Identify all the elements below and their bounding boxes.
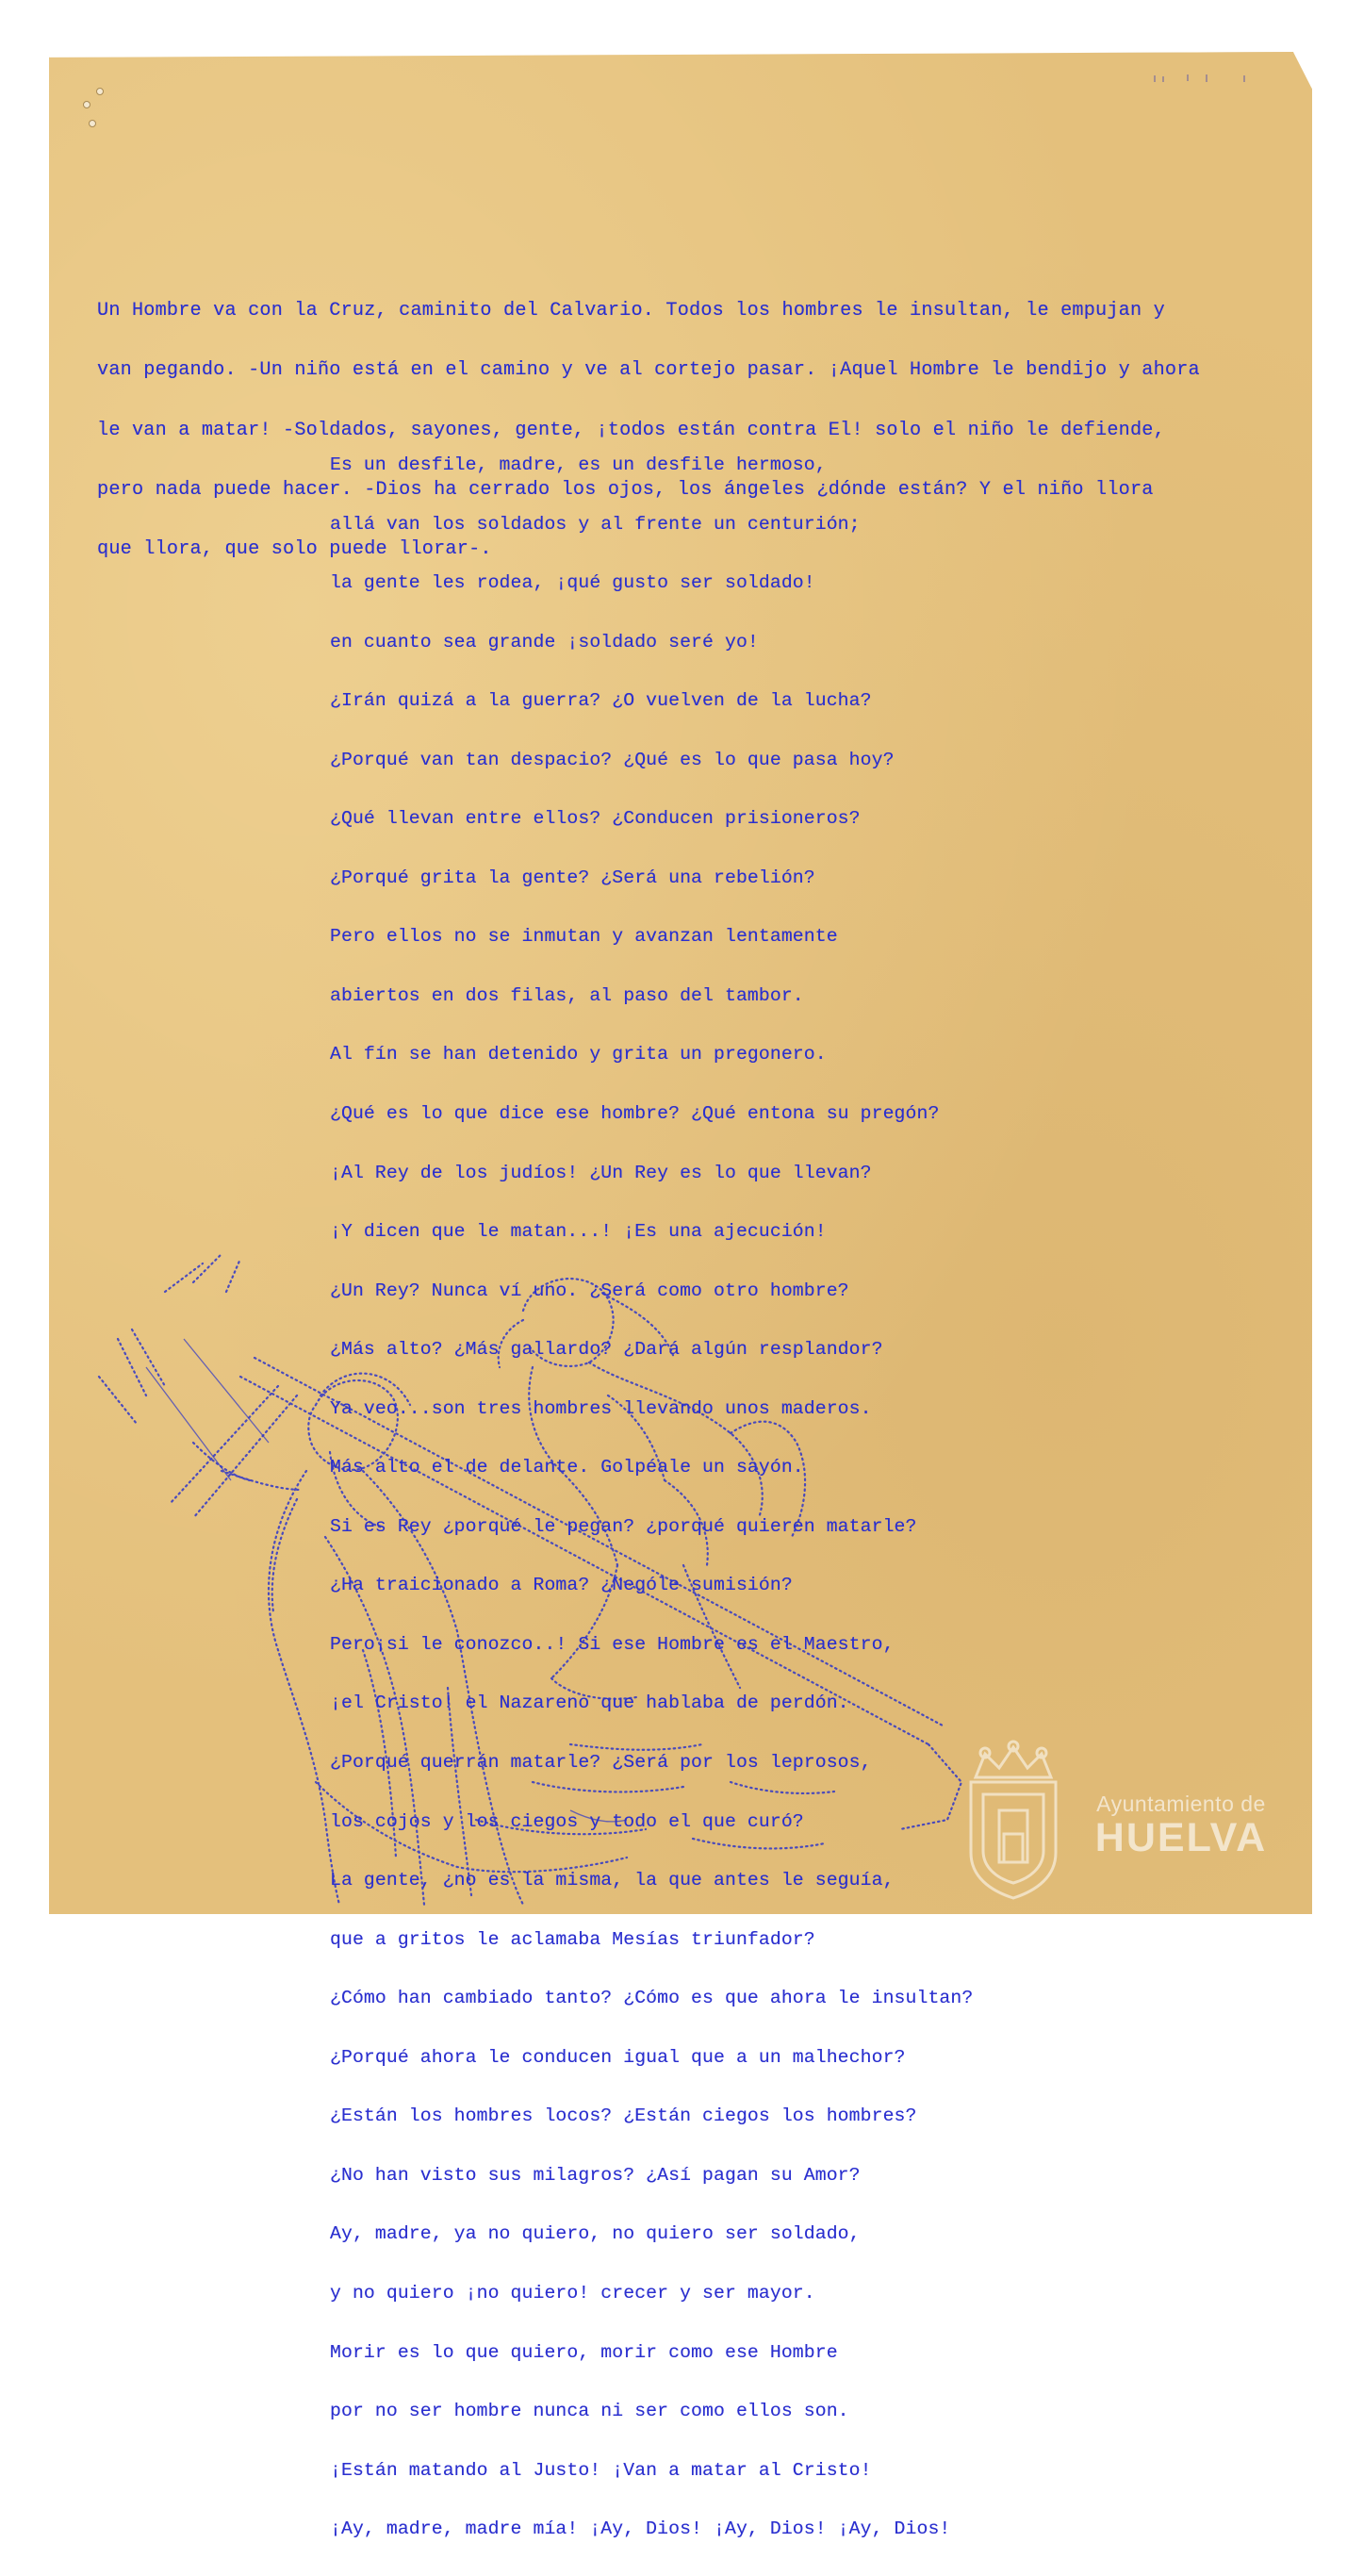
watermark-city: HUELVA [1094,1815,1268,1860]
poem-line: ¿Porqué van tan despacio? ¿Qué es lo que pasa hoy? [330,749,895,770]
poem-line: allá van los soldados y al frente un centurión; [330,513,861,535]
poem-line: ¿Un Rey? Nunca ví uno. ¿Será como otro hombre? [330,1280,849,1301]
huelva-watermark [1082,1792,1280,1861]
poem-line: ¿Irán quizá a la guerra? ¿O vuelven de la lucha? [330,690,872,712]
poem-line: Pero¡si le conozco..! Si ese Hombre es el Maestro, [330,1633,895,1655]
poem-line: abiertos en dos filas, al paso del tambor. [330,984,804,1006]
poem-line: ¡Están matando al Justo! ¡Van a matar al Cristo! [330,2459,872,2481]
punch-hole [89,120,96,127]
intro-line: que llora, que solo puede llorar-. [97,538,492,561]
poem-line: ¿Porqué ahora le conducen igual que a un malhechor? [330,2046,906,2068]
poem-line: Es un desfile, madre, es un desfile hermoso, [330,454,827,475]
poem-line: y no quiero ¡no quiero! crecer y ser mayor. [330,2282,815,2304]
poem-line: Morir es lo que quiero, morir como ese Hombre [330,2341,838,2363]
poem-line: ¡Y dicen que le matan...! ¡Es una ajecución! [330,1221,827,1243]
poem-line: Ay, madre, ya no quiero, no quiero ser soldado, [330,2223,861,2245]
poem-line: ¿Porqué grita la gente? ¿Será una rebelión? [330,867,815,888]
poem-line: Si es Rey ¿porqué le pegan? ¿porqué quieren matarle? [330,1515,917,1537]
corner-ink-marks [1150,72,1263,85]
coat-of-arms-watermark-icon [957,1740,1070,1900]
poem-line: la gente les rodea, ¡qué gusto ser soldado! [330,572,815,594]
poem-line: ¿Porqué querrán matarle? ¿Será por los leprosos, [330,1752,872,1774]
poem-line: ¡el Cristo! el Nazareno que hablaba de perdón. [330,1693,849,1714]
poem-line: que a gritos le aclamaba Mesías triunfador? [330,1928,815,1950]
poem-line: por no ser hombre nunca ni ser como ellos son. [330,2401,849,2422]
poem-line: ¡Al Rey de los judíos! ¿Un Rey es lo que llevan? [330,1162,872,1183]
poem-line: ¿Más alto? ¿Más gallardo? ¿Dará algún resplandor? [330,1339,883,1361]
poem-line: ¿Qué llevan entre ellos? ¿Conducen prisioneros? [330,808,861,830]
poem-line: los cojos y los ciegos y todo el que curó? [330,1810,804,1832]
christ-carrying-cross-illustration [80,1254,1004,1914]
poem-line: ¿Ha traicionado a Roma? ¿Nególe sumisión? [330,1575,793,1596]
intro-line: pero nada puede hacer. -Dios ha cerrado los ojos, los ángeles ¿dónde están? Y el niño llora [97,478,1154,501]
intro-line: le van a matar! -Soldados, sayones, gente, ¡todos están contra El! solo el niño le defiende, [97,419,1165,441]
poem-line: en cuanto sea grande ¡soldado seré yo! [330,631,759,652]
poem-line: ¿No han visto sus milagros? ¿Así pagan su Amor? [330,2164,861,2186]
watermark-org: Ayuntamiento de [1096,1792,1266,1816]
poem-line: ¿Están los hombres locos? ¿Están ciegos los hombres? [330,2105,917,2127]
poem-line: ¿Cómo han cambiado tanto? ¿Cómo es que ahora le insultan? [330,1988,974,2009]
punch-hole [83,101,90,108]
poem-line: ¿Qué es lo que dice ese hombre? ¿Qué entona su pregón? [330,1103,940,1125]
poem-line: ¡Ay, madre, madre mía! ¡Ay, Dios! ¡Ay, Dios! ¡Ay, Dios! [330,2518,951,2540]
poem-line: Al fín se han detenido y grita un pregonero. [330,1044,827,1065]
poem-line: Más alto el de delante. Golpéale un sayón. [330,1457,804,1478]
poem-line: Ya veo...son tres hombres llevando unos maderos. [330,1397,872,1419]
poem-line: La gente, ¿no es la misma, la que antes le seguía, [330,1870,895,1891]
punch-hole [96,88,104,95]
intro-line: Un Hombre va con la Cruz, caminito del Calvario. Todos los hombres le insultan, le empujan y [97,300,1165,322]
poem-line: Pero ellos no se inmutan y avanzan lentamente [330,926,838,948]
intro-line: van pegando. -Un niño está en el camino y ve al cortejo pasar. ¡Aquel Hombre le bendijo y ahora [97,359,1200,382]
